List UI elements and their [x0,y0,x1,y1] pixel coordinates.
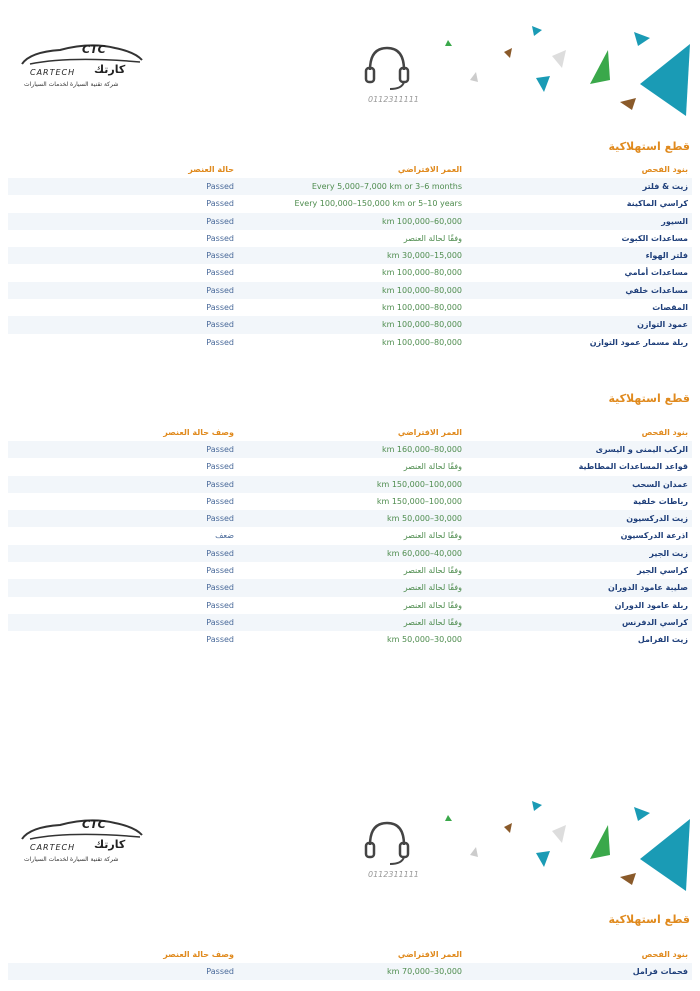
item-name: زيت الدركسيون [626,514,688,524]
header-status: حالة العنصر [188,165,234,174]
item-name: عمود التوازن [637,320,688,330]
table-row [8,527,692,544]
header-item: بنود الفحص [641,428,688,437]
item-life: km 100,000–80,000 [381,285,462,295]
item-status: Passed [206,635,234,645]
logo-cartech: CARTECH [30,843,76,852]
section-title-1: قطع استهلاكية [608,140,690,153]
header-life: العمر الافتراضي [397,950,462,959]
item-name: قواعد المساعدات المطاطية [578,462,688,472]
item-name: اذرعة الدركسيون [620,531,688,541]
item-status: ضعف [215,531,234,541]
item-status: Passed [206,233,234,243]
item-status: Passed [206,182,234,191]
table-row [8,441,692,458]
item-life: km 60,000–40,000 [387,548,462,558]
logo-arabic: كارتك [94,838,126,851]
support-phone: 0112311111 [368,870,419,879]
logo-subtitle: شركة تقنية السيارة لخدمات السيارات [24,856,119,863]
table-body [8,963,692,980]
headset-icon [362,42,412,92]
item-status: Passed [206,199,234,209]
item-life: وفقًا لحالة العنصر [403,566,462,576]
item-name: مساعدات خلفي [625,285,688,295]
item-status: Passed [206,583,234,593]
item-name: عمدان السحب [632,479,688,489]
table-row [8,213,692,230]
item-name: المقصات [652,303,688,313]
headset-icon [362,817,412,867]
table-row [8,493,692,510]
page-header-1 [0,0,700,130]
item-name: كراسي الدفرنس [621,617,688,627]
item-life: km 50,000–30,000 [387,514,462,524]
table-body [8,441,692,649]
section-1-table [8,162,692,351]
table-row [8,614,692,631]
table-row [8,631,692,648]
table-row [8,963,692,980]
item-life: km 70,000–30,000 [387,967,462,976]
item-life: وفقًا لحالة العنصر [403,600,462,610]
item-status: Passed [206,600,234,610]
table-row [8,195,692,212]
logo-subtitle: شركة تقنية السيارة لخدمات السيارات [24,81,119,88]
item-name: فلتر الهواء [645,251,688,261]
header-item: بنود الفحص [641,950,688,959]
item-life: km 100,000–60,000 [381,216,462,226]
item-life: وفقًا لحالة العنصر [403,233,462,243]
support-phone: 0112311111 [368,95,419,104]
table-row [8,178,692,195]
item-life: km 150,000–100,000 [376,479,462,489]
header-status: وصف حالة العنصر [163,428,234,437]
table-row [8,264,692,281]
item-life: km 100,000–80,000 [381,337,462,347]
header-item: بنود الفحص [641,165,688,174]
item-name: فحمات فرامل [632,967,688,976]
brand-logo [20,815,150,875]
table-row [8,247,692,264]
support-block [362,42,422,112]
table-row [8,316,692,333]
page-header-2 [0,775,700,905]
item-life: km 160,000–80,000 [381,445,462,454]
header-life: العمر الافتراضي [397,428,462,437]
table-row [8,597,692,614]
item-life: وفقًا لحالة العنصر [403,531,462,541]
item-name: ربلة عامود الدوران [614,600,688,610]
table-row [8,510,692,527]
item-life: km 100,000–80,000 [381,268,462,278]
item-status: Passed [206,496,234,506]
item-status: Passed [206,337,234,347]
table-header [8,162,692,178]
logo-cartech: CARTECH [30,68,76,77]
item-name: كراسي الماكينة [626,199,688,209]
section-2-table [8,425,692,649]
support-block [362,817,422,887]
item-status: Passed [206,514,234,524]
table-row [8,230,692,247]
item-status: Passed [206,445,234,454]
item-status: Passed [206,479,234,489]
item-status: Passed [206,285,234,295]
table-row [8,282,692,299]
item-status: Passed [206,548,234,558]
section-3-table [8,947,692,980]
item-status: Passed [206,216,234,226]
item-status: Passed [206,268,234,278]
item-name: السيور [661,216,688,226]
header-status: وصف حالة العنصر [163,950,234,959]
table-row [8,562,692,579]
brand-logo [20,40,150,100]
table-header [8,425,692,441]
item-life: Every 100,000–150,000 km or 5–10 years [294,199,462,209]
section-title-2: قطع استهلاكية [608,392,690,405]
item-status: Passed [206,462,234,472]
item-name: كراسي الجير [637,566,688,576]
item-life: km 100,000–80,000 [381,303,462,313]
item-name: الركب اليمنى و اليسرى [595,445,688,454]
item-status: Passed [206,967,234,976]
item-status: Passed [206,251,234,261]
header-life: العمر الافتراضي [397,165,462,174]
item-life: km 100,000–80,000 [381,320,462,330]
item-status: Passed [206,566,234,576]
table-row [8,545,692,562]
item-status: Passed [206,617,234,627]
item-life: km 150,000–100,000 [376,496,462,506]
item-status: Passed [206,320,234,330]
logo-ctc: CTC [82,818,106,831]
table-row [8,458,692,475]
item-name: زيت & فلتر [642,182,688,191]
table-header [8,947,692,963]
item-status: Passed [206,303,234,313]
decorative-triangles [440,20,700,120]
item-life: km 30,000–15,000 [387,251,462,261]
table-row [8,299,692,316]
table-row [8,476,692,493]
item-name: مساعدات الكبوت [621,233,688,243]
item-name: زيت الجير [649,548,688,558]
item-name: رباطات خلفية [633,496,688,506]
item-life: وفقًا لحالة العنصر [403,462,462,472]
item-name: ربلة مسمار عمود التوازن [589,337,688,347]
item-life: Every 5,000–7,000 km or 3–6 months [311,182,462,191]
item-life: km 50,000–30,000 [387,635,462,645]
item-name: مساعدات أمامي [624,268,688,278]
item-life: وفقًا لحالة العنصر [403,583,462,593]
item-name: زيت الفرامل [637,635,688,645]
section-title-3: قطع استهلاكية [608,913,690,926]
table-row [8,579,692,596]
table-row [8,334,692,351]
decorative-triangles [440,795,700,895]
logo-arabic: كارتك [94,63,126,76]
item-name: صليبة عامود الدوران [607,583,688,593]
table-body [8,178,692,351]
logo-ctc: CTC [82,43,106,56]
item-life: وفقًا لحالة العنصر [403,617,462,627]
